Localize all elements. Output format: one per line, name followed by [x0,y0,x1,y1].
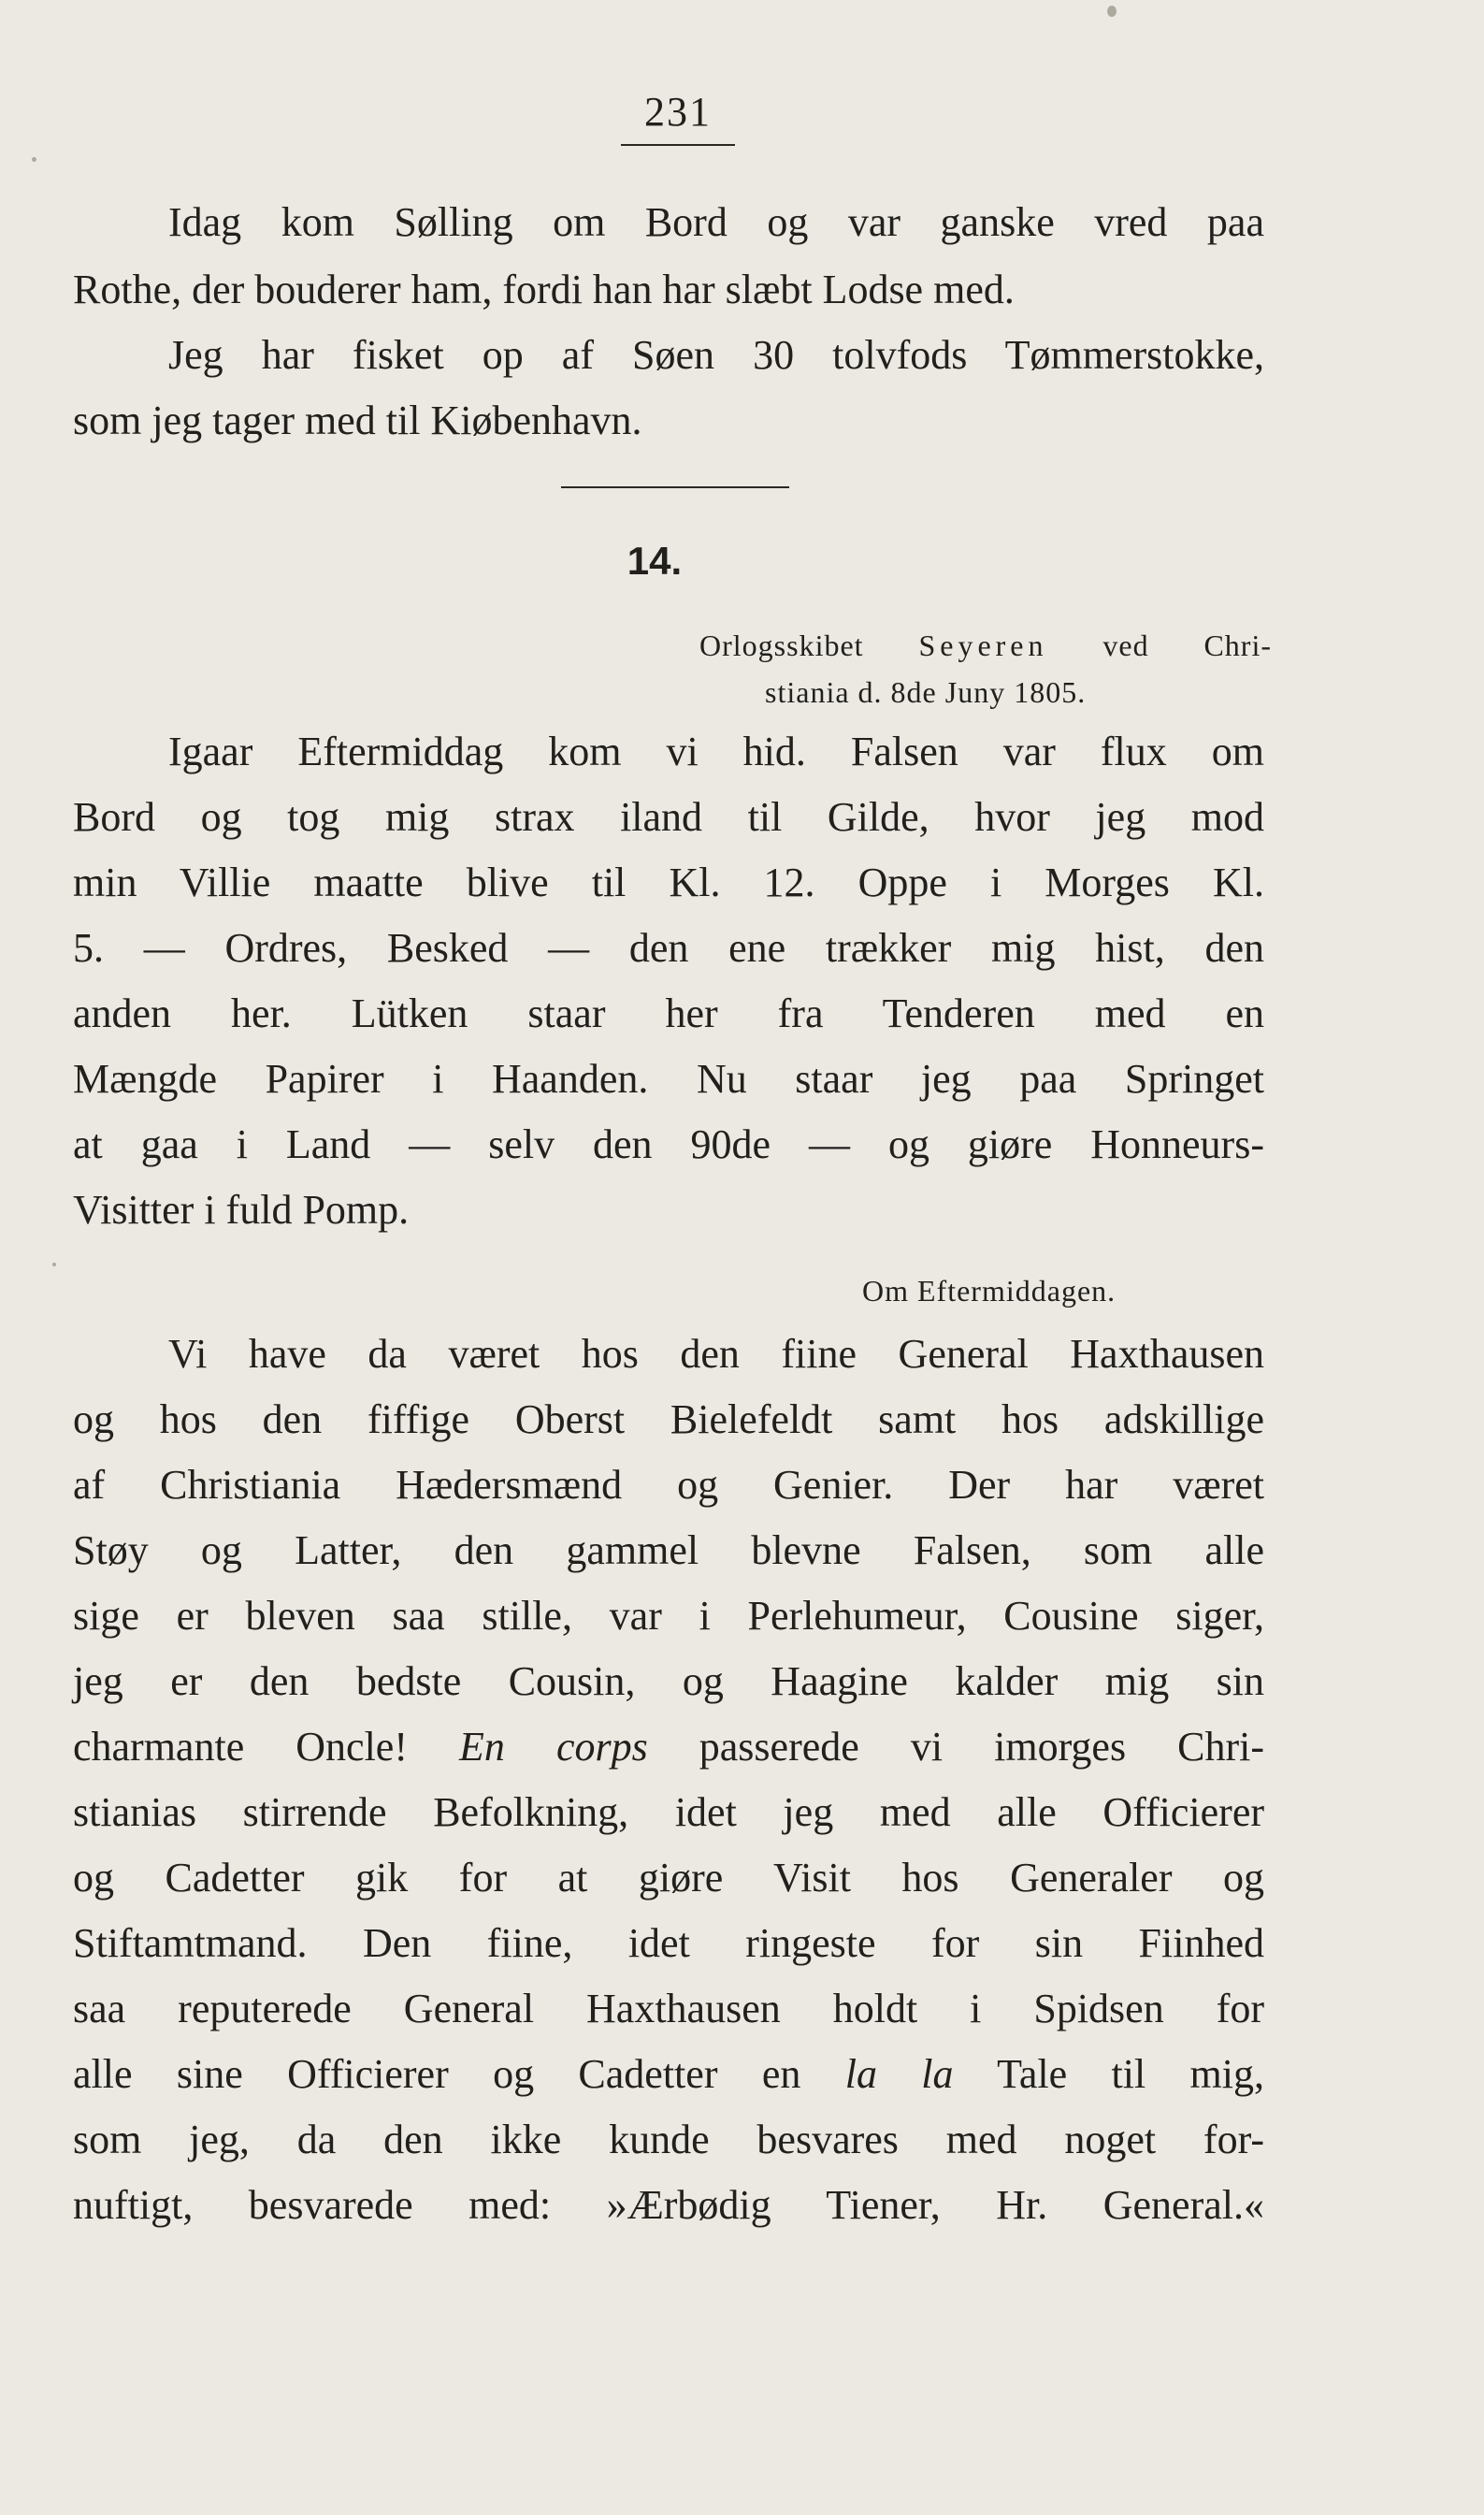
text-line: Støy og Latter, den gammel blevne Falsen, som alle [73,1527,1264,1573]
text-line: Jeg har fisket op af Søen 30 tolvfods Tømmerstokke, [168,332,1264,378]
text-line: Rothe, der bouderer ham, fordi han har slæbt Lodse med. [73,267,1015,312]
text-line: Visitter i fuld Pomp. [73,1187,410,1233]
text-run: Tale til mig, [953,2051,1265,2097]
text-line: Mængde Papirer i Haanden. Nu staar jeg paa Springet [73,1056,1264,1102]
text-line: stianias stirrende Befolkning, idet jeg med alle Officierer [73,1789,1264,1835]
section-divider [561,486,789,488]
text-line [73,1721,1264,1773]
text-line: af Christiania Hædersmænd og Genier. Der har været [73,1462,1264,1508]
text-run: passerede vi imorges Chri- [647,1724,1264,1770]
dateline [699,625,1272,666]
page-number: 231 [644,89,712,135]
text-line: Igaar Eftermiddag kom vi hid. Falsen var flux om [168,729,1264,774]
text-line: som jeg tager med til Kiøbenhavn. [73,397,642,443]
text-line: nuftigt, besvarede med: »Ærbødig Tiener, Hr. General.« [73,2182,1264,2228]
text-line: jeg er den bedste Cousin, og Haagine kalder mig sin [73,1658,1264,1704]
text-line: Idag kom Sølling om Bord og var ganske vred paa [168,199,1264,245]
dateline-text: ved Chri- [1047,629,1273,662]
text-line: og Cadetter gik for at giøre Visit hos Generaler og [73,1855,1264,1901]
ship-name: Seyeren [918,629,1048,662]
text-line: min Villie maatte blive til Kl. 12. Oppe i Morges Kl. [73,860,1264,905]
paper-speck [32,157,36,162]
text-line: Vi have da været hos den fiine General Haxthausen [168,1331,1264,1377]
text-line [73,2048,1264,2101]
text-run: alle sine Officierer og Cadetter en [73,2051,845,2097]
italic-phrase: En corps [459,1724,648,1770]
paper-speck [1107,6,1117,17]
text-line: sige er bleven saa stille, var i Perlehumeur, Cousine siger, [73,1593,1264,1639]
subheading: Om Eftermiddagen. [862,1274,1117,1308]
paper-speck [52,1263,56,1266]
text-line: Stiftamtmand. Den fiine, idet ringeste for sin Fiinhed [73,1920,1264,1966]
text-line: anden her. Lütken staar her fra Tenderen med en [73,990,1264,1036]
text-run: charmante Oncle! [73,1724,460,1770]
text-line: saa reputerede General Haxthausen holdt i Spidsen for [73,1986,1264,2031]
text-line: som jeg, da den ikke kunde besvares med noget for- [73,2117,1264,2162]
entry-number: 14. [627,539,683,583]
dateline-text: Orlogsskibet [699,629,919,662]
text-line: at gaa i Land — selv den 90de — og giøre Honneurs- [73,1121,1264,1167]
text-line: og hos den fiffige Oberst Bielefeldt samt hos adskillige [73,1396,1264,1442]
italic-phrase: la la [844,2051,954,2097]
dateline-date: stiania d. 8de Juny 1805. [765,675,1087,709]
text-line: Bord og tog mig strax iland til Gilde, hvor jeg mod [73,794,1264,840]
text-line: 5. — Ordres, Besked — den ene trækker mig hist, den [73,925,1264,971]
page-number-rule [621,144,735,146]
